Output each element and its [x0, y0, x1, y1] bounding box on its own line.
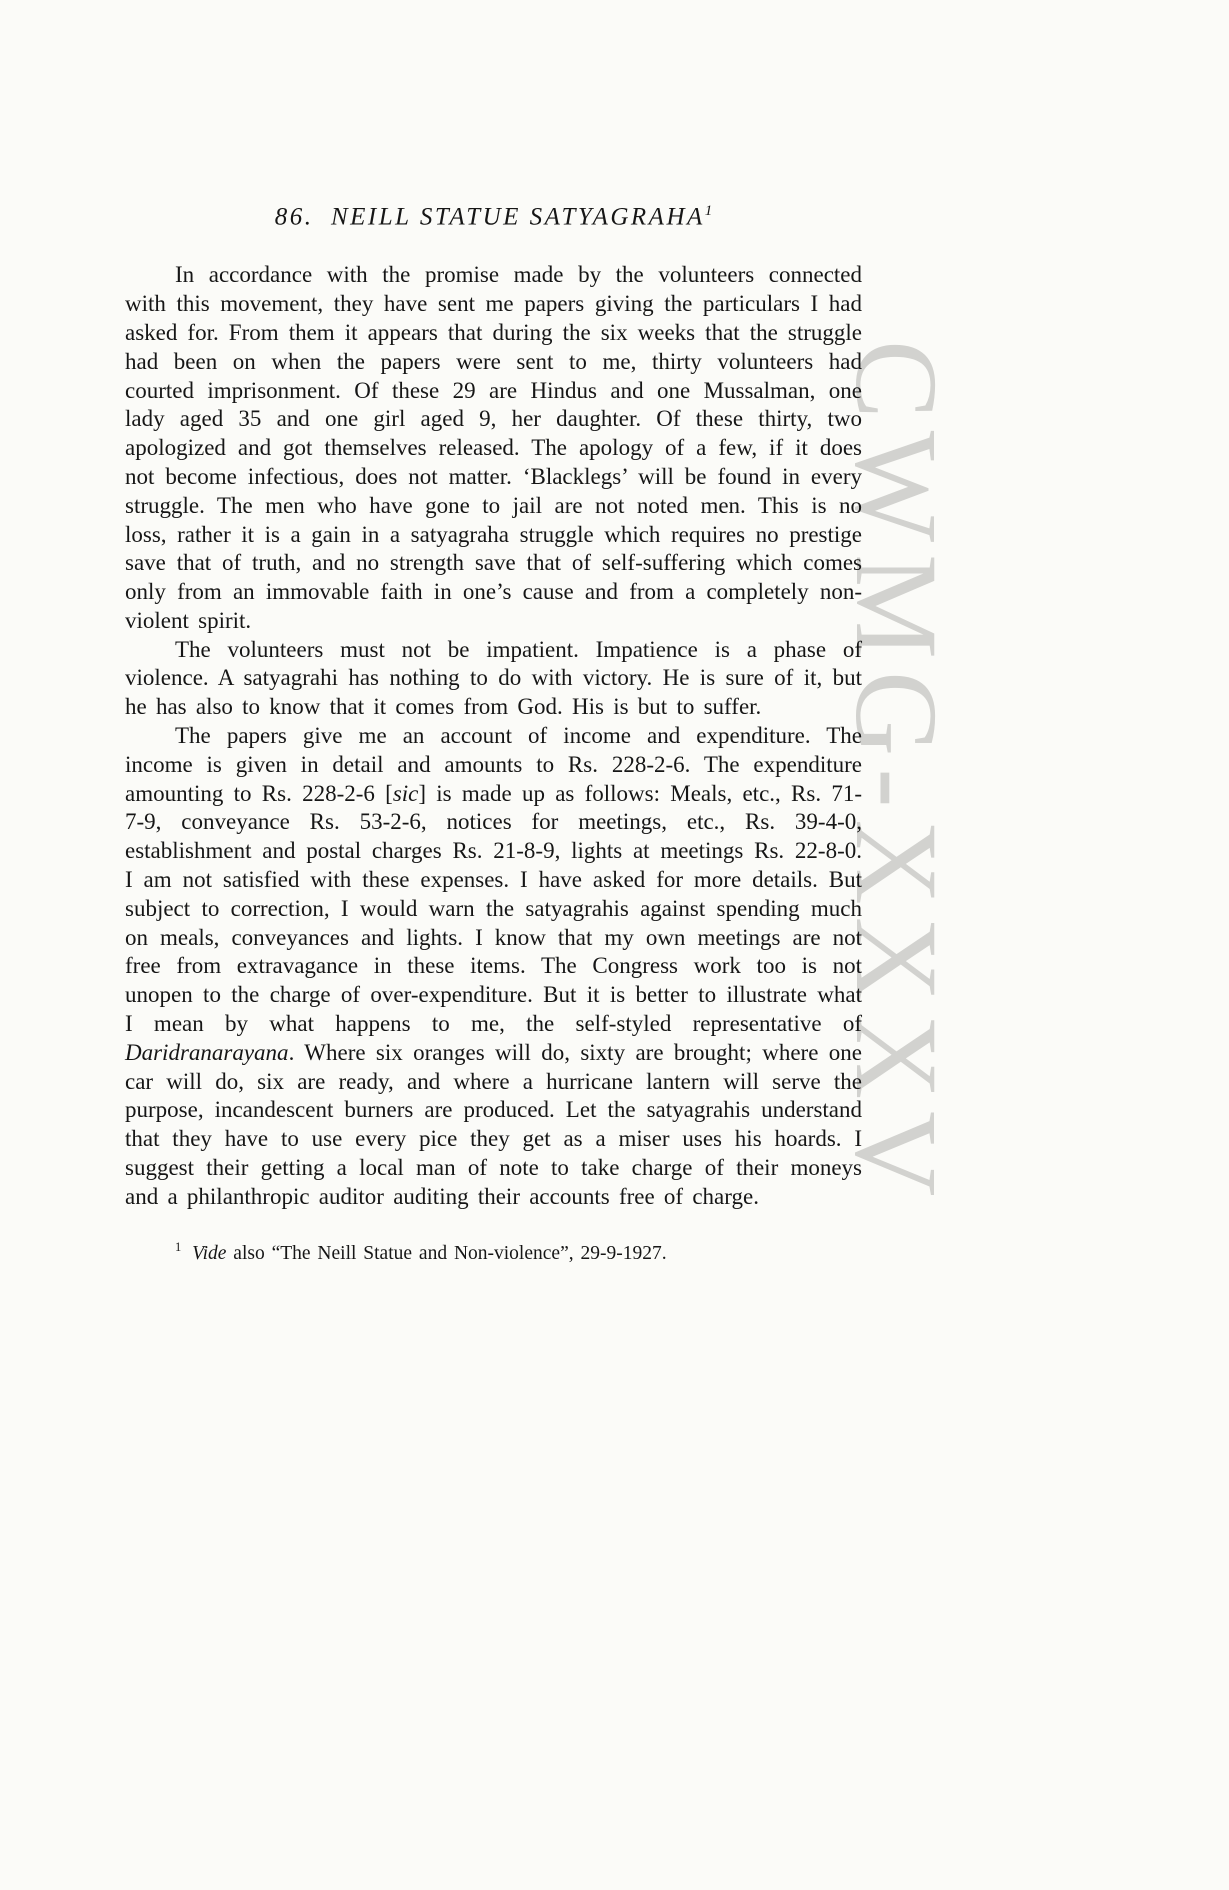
italic-text: Vide	[192, 1242, 227, 1264]
footnote	[125, 1242, 862, 1266]
text-run: The volunteers must not be impatient. Impatience is a phase of violence. A satyagrahi has nothing to do with victory. He is sure of it, but he has also to know that it comes from God. His is but to suffer.	[125, 636, 862, 720]
italic-text: sic	[392, 780, 419, 806]
text-run: The papers give me an account of income and expenditure. The income is given in detail and amounts to Rs. 228-2-6. The expenditure amounting to Rs. 228-2-6 [	[125, 723, 862, 806]
text-run: In accordance with the promise made by the volunteers connected with this movement, they have sent me papers giving the particulars I had asked for. From them it appears that during the six weeks that the struggle had been on when the papers were sent to me, thirty volunteers had courted imprisonment. Of these 29 are Hindus and one Mussalman, one lady aged 35 and one girl aged 9, her daughter. Of these thirty, two apologized and got themselves released. The apology of a few, if it does not become infectious, does not matter. ‘Blacklegs’ will be found in every struggle. The men who have gone to jail are not noted men. This is no loss, rather it is a gain in a satyagraha struggle which requires no prestige save that of truth, and no strength save that of self-suffering which comes only from an immovable faith in one’s cause and from a completely non-violent spirit.	[125, 262, 862, 633]
superscript-marker: 1	[175, 1240, 182, 1255]
text-run: . Where six oranges will do, sixty are brought; where one car will do, six are ready, and where a hurricane lantern will serve the purpose, incandescent burners are produced. Let the satyagrahis understand that they have to use every pice they get as a miser uses his hoards. I suggest their getting a local man of note to take charge of their moneys and a philanthropic auditor auditing their accounts free of charge.	[125, 1039, 862, 1209]
title-footnote-ref: 1	[704, 203, 713, 219]
paragraph	[125, 722, 862, 1212]
text-run: also “The Neill Statue and Non-violence”, 29-9-1927.	[226, 1242, 667, 1264]
paragraph	[125, 261, 862, 635]
page-content	[125, 203, 862, 1266]
volume-watermark: CWMG-XXXV	[831, 340, 962, 1209]
text-run: ] is made up as follows: Meals, etc., Rs. 71-7-9, conveyance Rs. 53-2-6, notices for meetings, etc., Rs. 39-4-0, establishment and postal charges Rs. 21-8-9, lights at meetings Rs. 22-8-0. I am not satisfied with these expenses. I have asked for more details. But subject to correction, I would warn the satyagrahis against spending much on meals, conveyances and lights. I know that my own meetings are not free from extravagance in these items. The Congress work too is not unopen to the charge of over-expenditure. But it is better to illustrate what I mean by what happens to me, the self-styled representative of	[125, 780, 862, 1037]
page-title	[125, 203, 862, 231]
body-text	[125, 261, 862, 1211]
title-text: 86. NEILL STATUE SATYAGRAHA	[274, 203, 705, 231]
italic-text: Daridranarayana	[125, 1039, 289, 1065]
paragraph	[125, 636, 862, 722]
